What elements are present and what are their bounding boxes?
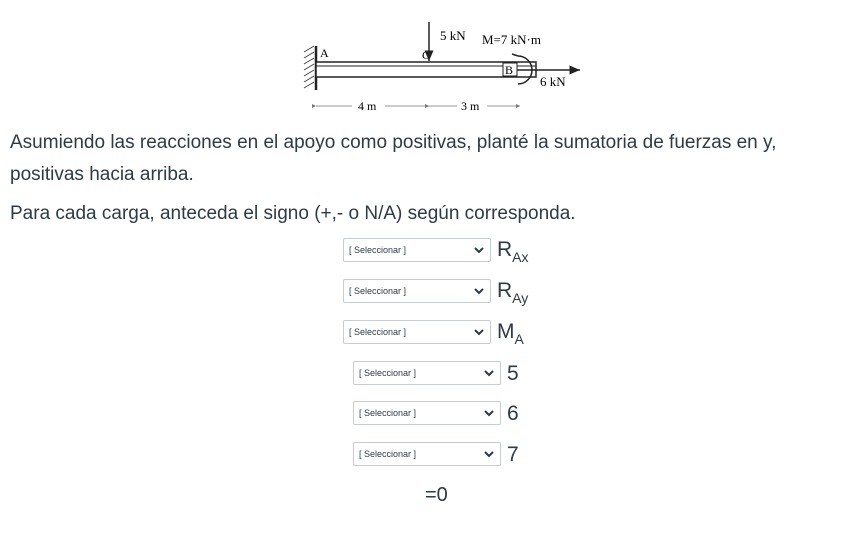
horizontal-load-label: 6 kN — [540, 74, 566, 89]
sign-select-7knm[interactable] — [353, 442, 501, 466]
label-c: C — [422, 48, 431, 62]
label-rax: $R_{Ax}$ — [497, 238, 529, 265]
chevron-down-icon — [482, 447, 496, 461]
sign-select-ma[interactable] — [343, 320, 491, 344]
label-5: 5 — [507, 362, 519, 385]
vertical-load-label: 5 kN — [440, 28, 466, 43]
chevron-down-icon — [472, 284, 486, 298]
instruction-line-1: Asumiendo las reacciones en el apoyo como positivas, planté la sumatoria de fuerzas en y, — [10, 132, 777, 153]
chevron-down-icon — [482, 366, 496, 380]
beam-diagram — [290, 18, 590, 118]
instruction-sign: Para cada carga, anteceda el signo (+,- o N/A) según corresponda. — [10, 203, 576, 224]
instruction-line-2: positivas hacia arriba. — [10, 164, 194, 185]
label-a: A — [320, 46, 329, 60]
select-value: [ Seleccionar ] — [359, 408, 417, 418]
dimension-ac: 4 m — [358, 99, 377, 113]
dimension-cb: 3 m — [461, 99, 480, 113]
chevron-down-icon — [472, 243, 486, 257]
select-value: [ Seleccionar ] — [349, 286, 407, 296]
label-ray: $R_{Ay}$ — [497, 279, 529, 306]
label-7: 7 — [507, 443, 519, 466]
label-6: 6 — [507, 402, 519, 425]
select-value: [ Seleccionar ] — [349, 245, 407, 255]
chevron-down-icon — [472, 325, 486, 339]
select-value: [ Seleccionar ] — [349, 327, 407, 337]
sign-select-6kn[interactable] — [353, 401, 501, 425]
sign-select-5kn[interactable] — [353, 361, 501, 385]
chevron-down-icon — [482, 406, 496, 420]
sign-select-ray[interactable] — [343, 279, 491, 303]
equals-zero: =0 — [425, 484, 448, 506]
select-value: [ Seleccionar ] — [359, 368, 417, 378]
label-ma: $M_A$ — [497, 320, 524, 347]
moment-label: M=7 kN·m — [482, 32, 541, 47]
label-b: B — [505, 63, 514, 77]
select-value: [ Seleccionar ] — [359, 449, 417, 459]
fixed-support — [304, 46, 316, 90]
sign-select-rax[interactable] — [343, 238, 491, 262]
